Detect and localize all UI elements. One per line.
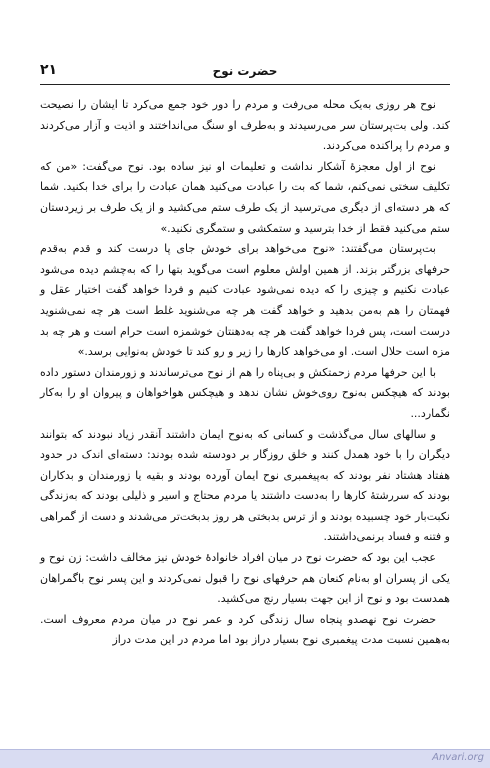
paragraph-1: نوح هر روزی به‌یک محله می‌رفت و مردم را دور خود جمع می‌کرد تا ایشان را نصیحت کند. ولی بت‌پرستان سر می‌رسیدند و به‌طرف او سنگ می‌انداختند و اذیت و آزار می‌کردند و مردم را پراکنده می‌کردند. bbox=[40, 98, 450, 153]
header-rule bbox=[40, 84, 450, 85]
chapter-title: حضرت نوح bbox=[212, 64, 278, 78]
paragraph-4: با این حرفها مردم زحمتکش و بی‌پناه را هم از نوح می‌ترساندند و زورمندان دستور داده بودند که هیچکس به‌نوح روی‌خوش نشان ندهد و هیچکس هواخواهان و پیروان او را به‌کار نگمارد... bbox=[40, 365, 450, 420]
page-number: ۲۱ bbox=[40, 62, 58, 78]
site-watermark: Anvari.org bbox=[432, 752, 484, 763]
footer-bar bbox=[0, 749, 490, 768]
paragraph-6: عجب این بود که حضرت نوح در میان افراد خانوادهٔ خودش نیز مخالف داشت: زن نوح و یکی از پسران او به‌نام کنعان هم حرفهای نوح را قبول نمی‌کردند و این پسر نوح با‌گمراهان همدست بود و نوح از این جهت بسیار رنج می‌کشید. bbox=[40, 551, 450, 606]
paragraph-7: حضرت نوح نهصدو پنجاه سال زندگی کرد و عمر نوح در میان مردم معروف است. به‌همین نسبت مدت پیغمبری نوح بسیار دراز بود اما مردم در این مدت دراز bbox=[40, 612, 450, 647]
page-body bbox=[40, 95, 450, 651]
paragraph-5: و سالهای سال می‌گذشت و کسانی که به‌نوح ایمان داشتند آنقدر زیاد نبودند که بتوانند دیگران را با خود همدل کنند و خلق روزگار بر دودسته شده بودند: دسته‌ای اندک در حدود هفتاد هشتاد نفر بودند که به‌پیغمبری نوح ایمان آورده بودند و بقیه یا زورمندان و بدکاران بودند که سررشتهٔ کارها را به‌دست داشتند یا مردم محتاج و اسیر و ذلیلی بودند که به‌زندگی نکبت‌بار خود چسبیده بودند و از ترس بدبختی هر روز بدبخت‌تر می‌شدند و دست از گمراهی و فتنه و فساد برنمی‌داشتند. bbox=[40, 427, 450, 544]
paragraph-2: نوح از اول معجزهٔ آشکار نداشت و تعلیمات او نیز ساده بود. نوح می‌گفت: «من که تکلیف سختی نمی‌کنم، شما که بت را عبادت می‌کنید همان عبادت را برای خدا بکنید. شما که هر دسته‌ای از دیگری می‌ترسید از یک طرف ستم می‌کشید و از یک طرف بر زیردستان ستم می‌کنید فقط از خدا بترسید و ستمکشی و ستمگری نکنید.» bbox=[40, 159, 450, 235]
paragraph-3: بت‌پرستان می‌گفتند: «نوح می‌خواهد برای خودش جای پا درست کند و قدم به‌قدم حرفهای بزرگتر بزند. از همین اولش معلوم است می‌گوید بتها را که به‌چشم دیده می‌شود عبادت نکنیم و چیزی را که دیده نمی‌شود عبادت کنیم و فردا خواهد گفت اختیار عقل و فهمتان را هم به‌من بدهید و خواهد گفت هر چه می‌شنوید غلط است هر چه نمی‌شنوید درست است، پس فردا خواهد گفت هر چه به‌دهنتان خوشمزه است حرام است و هر چه بد مزه است حلال است. او می‌خواهد کارها را زیر و رو کند تا خودش به‌نوایی برسد.» bbox=[40, 242, 450, 359]
page-header bbox=[40, 64, 450, 84]
